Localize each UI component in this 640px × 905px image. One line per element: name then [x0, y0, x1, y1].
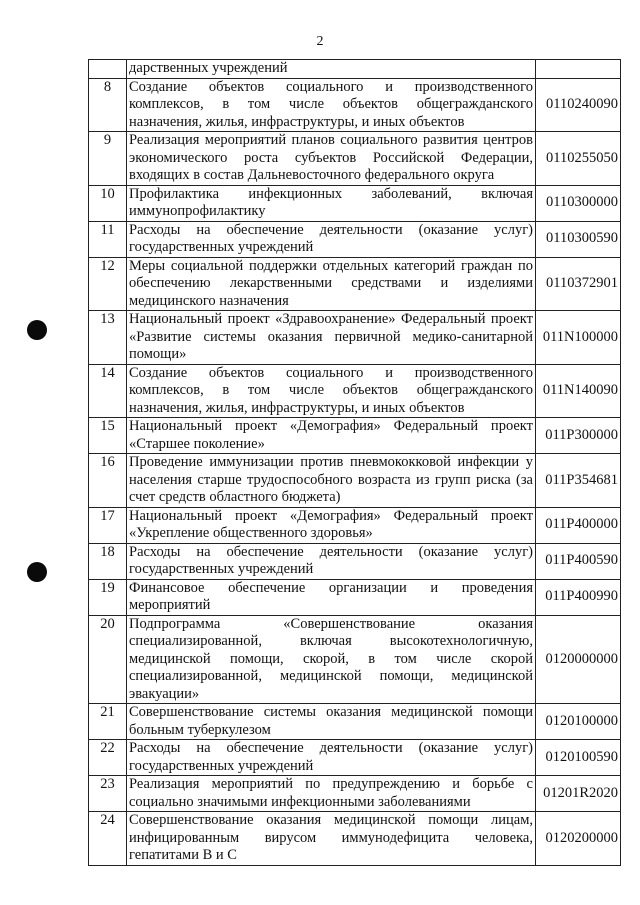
row-number: 10 — [89, 185, 127, 221]
row-number: 24 — [89, 812, 127, 866]
table-row — [89, 221, 621, 257]
row-number: 19 — [89, 579, 127, 615]
row-number: 18 — [89, 543, 127, 579]
row-number: 15 — [89, 418, 127, 454]
row-code: 011P354681 — [536, 454, 621, 508]
row-description: Меры социальной поддержки отдельных категорий граждан по обеспечению лекарственными средствами и изделиями медицинского назначения — [127, 257, 536, 311]
table-row — [89, 257, 621, 311]
punch-hole — [27, 562, 47, 582]
row-code: 011P400990 — [536, 579, 621, 615]
table-row — [89, 740, 621, 776]
row-description: Реализация мероприятий планов социального развития центров экономического роста субъектов Российской Федерации, входящих в состав Дальневосточного федерального округа — [127, 132, 536, 186]
row-description: Расходы на обеспечение деятельности (оказание услуг) государственных учреждений — [127, 221, 536, 257]
row-number: 8 — [89, 78, 127, 132]
row-code: 0110240090 — [536, 78, 621, 132]
row-number: 14 — [89, 364, 127, 418]
row-description: Финансовое обеспечение организации и проведения мероприятий — [127, 579, 536, 615]
table-row — [89, 78, 621, 132]
row-number: 12 — [89, 257, 127, 311]
table-row — [89, 543, 621, 579]
row-number: 22 — [89, 740, 127, 776]
row-code: 011P400590 — [536, 543, 621, 579]
row-description: Создание объектов социального и производственного комплексов, в том числе объектов общегражданского назначения, жилья, инфраструктуры, и иных объектов — [127, 364, 536, 418]
row-code: 0120000000 — [536, 615, 621, 704]
punch-hole — [27, 320, 47, 340]
row-number: 21 — [89, 704, 127, 740]
row-code: 011N100000 — [536, 311, 621, 365]
row-description: Национальный проект «Здравоохранение» Федеральный проект «Развитие системы оказания первичной медико-санитарной помощи» — [127, 311, 536, 365]
row-number: 9 — [89, 132, 127, 186]
table-row — [89, 364, 621, 418]
row-number — [89, 60, 127, 79]
table-row — [89, 615, 621, 704]
table-row — [89, 418, 621, 454]
row-description: Реализация мероприятий по предупреждению и борьбе с социально значимыми инфекционными заболеваниями — [127, 776, 536, 812]
row-code: 011P300000 — [536, 418, 621, 454]
row-number: 20 — [89, 615, 127, 704]
table-row — [89, 776, 621, 812]
row-description: Совершенствование оказания медицинской помощи лицам, инфицированным вирусом иммунодефицита человека, гепатитами В и С — [127, 812, 536, 866]
row-description: дарственных учреждений — [127, 60, 536, 79]
row-number: 11 — [89, 221, 127, 257]
row-code: 0120100000 — [536, 704, 621, 740]
row-number: 16 — [89, 454, 127, 508]
row-code: 0110372901 — [536, 257, 621, 311]
table-row — [89, 507, 621, 543]
table-row — [89, 454, 621, 508]
table-row — [89, 579, 621, 615]
row-description: Расходы на обеспечение деятельности (оказание услуг) государственных учреждений — [127, 740, 536, 776]
row-code: 0120200000 — [536, 812, 621, 866]
row-description: Национальный проект «Демография» Федеральный проект «Укрепление общественного здоровья» — [127, 507, 536, 543]
row-number: 17 — [89, 507, 127, 543]
row-description: Национальный проект «Демография» Федеральный проект «Старшее поколение» — [127, 418, 536, 454]
row-code: 011N140090 — [536, 364, 621, 418]
table-row — [89, 704, 621, 740]
page-number: 2 — [316, 34, 324, 49]
row-code: 011P400000 — [536, 507, 621, 543]
table-row — [89, 185, 621, 221]
row-number: 13 — [89, 311, 127, 365]
row-description: Подпрограмма «Совершенствование оказания специализированной, включая высокотехнологичную, медицинской помощи, скорой, в том числе скорой специализированной, медицинской помощи, медицинской эвакуации» — [127, 615, 536, 704]
row-code: 0110255050 — [536, 132, 621, 186]
row-code — [536, 60, 621, 79]
row-description: Создание объектов социального и производственного комплексов, в том числе объектов общегражданского назначения, жилья, инфраструктуры, и иных объектов — [127, 78, 536, 132]
budget-classification-table — [88, 59, 621, 866]
row-description: Проведение иммунизации против пневмококковой инфекции у населения старше трудоспособного возраста из групп риска (за счет средств областного бюджета) — [127, 454, 536, 508]
table-row — [89, 812, 621, 866]
row-description: Расходы на обеспечение деятельности (оказание услуг) государственных учреждений — [127, 543, 536, 579]
row-description: Профилактика инфекционных заболеваний, включая иммунопрофилактику — [127, 185, 536, 221]
table-row — [89, 60, 621, 79]
table-row — [89, 311, 621, 365]
row-number: 23 — [89, 776, 127, 812]
row-code: 0120100590 — [536, 740, 621, 776]
row-code: 0110300590 — [536, 221, 621, 257]
row-code: 0110300000 — [536, 185, 621, 221]
table-row — [89, 132, 621, 186]
row-description: Совершенствование системы оказания медицинской помощи больным туберкулезом — [127, 704, 536, 740]
row-code: 01201R2020 — [536, 776, 621, 812]
